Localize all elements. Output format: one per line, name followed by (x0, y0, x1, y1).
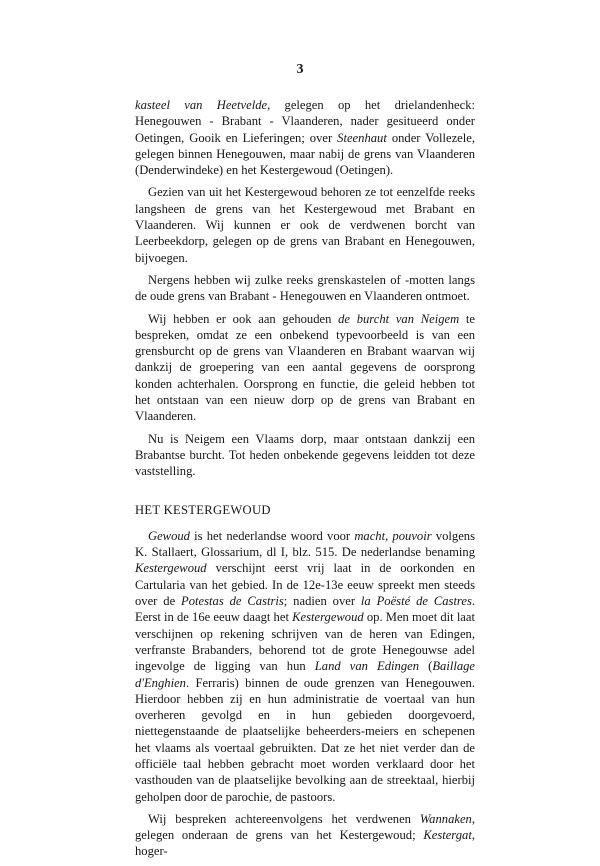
body-text (135, 97, 475, 866)
text-run: Nu is Neigem een Vlaams dorp, maar ontstaan dankzij een Brabantse burcht. Tot heden onbekende gegevens leidden tot deze vaststelling. (135, 431, 475, 479)
paragraph (135, 811, 475, 860)
italic-run: Baillage d'Enghien (135, 659, 475, 690)
italic-run: Kestergat (423, 828, 472, 843)
italic-run: Land van Edingen (314, 659, 420, 674)
paragraph (135, 311, 475, 425)
italic-run: Kestergewoud (135, 561, 207, 576)
italic-run: Potestas de Castris (181, 594, 284, 609)
text-run: ( (419, 659, 433, 674)
section-heading: HET KESTERGEWOUD (135, 502, 271, 517)
text-run: op. Men moet dit laat verschijnen op rekening schrijven van de heren van Edingen, verfranste Brabanders, behorend tot de grote Henegouwse adel ingevolge de ligging van hun (135, 610, 475, 674)
text-run: Wij bespreken achtereenvolgens het verdwenen (148, 811, 420, 826)
italic-run: Wannaken (419, 811, 472, 826)
text-run: verschijnt eerst vrij laat in de oorkonden en Cartularia van het gebied. In de 12e-13e eeuw spreekt men steeds over de (135, 561, 475, 609)
italic-run: kasteel van Heetvelde (135, 98, 268, 112)
paragraph (135, 431, 475, 480)
intro-paragraphs (135, 97, 475, 480)
text-run: Gezien van uit het Kestergewoud behoren ze tot eenzelfde reeks langsheen de grens van het Kestergewoud met Brabant en Vlaanderen. Wij kunnen er ook de verdwenen borcht van Leerbeekdorp, gelegen op de grens van Brabant en Henegouwen, bijvoegen. (135, 185, 475, 265)
text-run: is het nederlandse woord voor (189, 528, 355, 543)
section-paragraphs (135, 528, 475, 860)
page-number: 3 (296, 62, 304, 77)
text-run: volgens K. Stallaert, Glossarium, dl I, blz. 515. De nederlandse benaming (135, 528, 475, 560)
text-run: , gelegen onderaan de grens van het Kestergewoud; (135, 811, 475, 843)
text-run: . Eerst in de 16e eeuw daagt het (135, 594, 476, 625)
italic-run: Gewoud (148, 528, 190, 543)
text-run: Wij hebben er ook aan gehouden (148, 311, 339, 326)
italic-run: la Poësté de Castres (360, 594, 472, 609)
text-run: , hoger- (135, 828, 475, 859)
paragraph (135, 272, 475, 305)
text-run: , gelegen op het drielandenheck: Henegouwen - Brabant - Vlaanderen, nader gesitueerd onder Oetingen, Gooik en Lieferingen; over (135, 98, 475, 145)
text-run: te bespreken, omdat ze een onbekend typevoorbeeld is van een grensburcht op de grens van Vlaanderen en Brabant waarvan wij dankzij de groepering van een aantal gegevens de oorsprong konden achterhalen. Oorsprong en functie, die geleid hebben tot het ontstaan van een nieuw dorp op de grens van Brabant en Vlaanderen. (135, 311, 475, 424)
text-run: onder Vollezele, gelegen binnen Henegouwen, maar nabij de grens van Vlaanderen (Denderwindeke) en het Kestergewoud (Oetingen). (135, 130, 476, 178)
paragraph (135, 528, 475, 805)
text-run: ; nadien over (283, 594, 361, 609)
text-run: . Ferraris) binnen de oude grenzen van Henegouwen. Hierdoor hebben zij en hun administratie de voertaal van hun overheren gevolgd en in hun gebieden doorgevoerd, niettegenstaande de plaatselijke beheerders-meiers en schepenen het vlaams als voertaal gebruikten. Dat ze het niet verder dan de officiële taal hebben gebracht moet worden verklaard door het vasthouden van de plaatselijke bevolking aan de streektaal, hierbij geholpen door de parochie, de pastoors. (135, 675, 475, 804)
italic-run: Steenhaut (337, 130, 387, 145)
text-run: Nergens hebben wij zulke reeks grenskastelen of -motten langs de oude grens van Brabant - Henegouwen en Vlaanderen ontmoet. (135, 272, 475, 304)
paragraph (135, 97, 475, 178)
italic-run: macht, pouvoir (354, 528, 432, 543)
paragraph (135, 184, 475, 265)
italic-run: de burcht van Neigem (338, 311, 460, 326)
italic-run: Kestergewoud (292, 610, 364, 625)
